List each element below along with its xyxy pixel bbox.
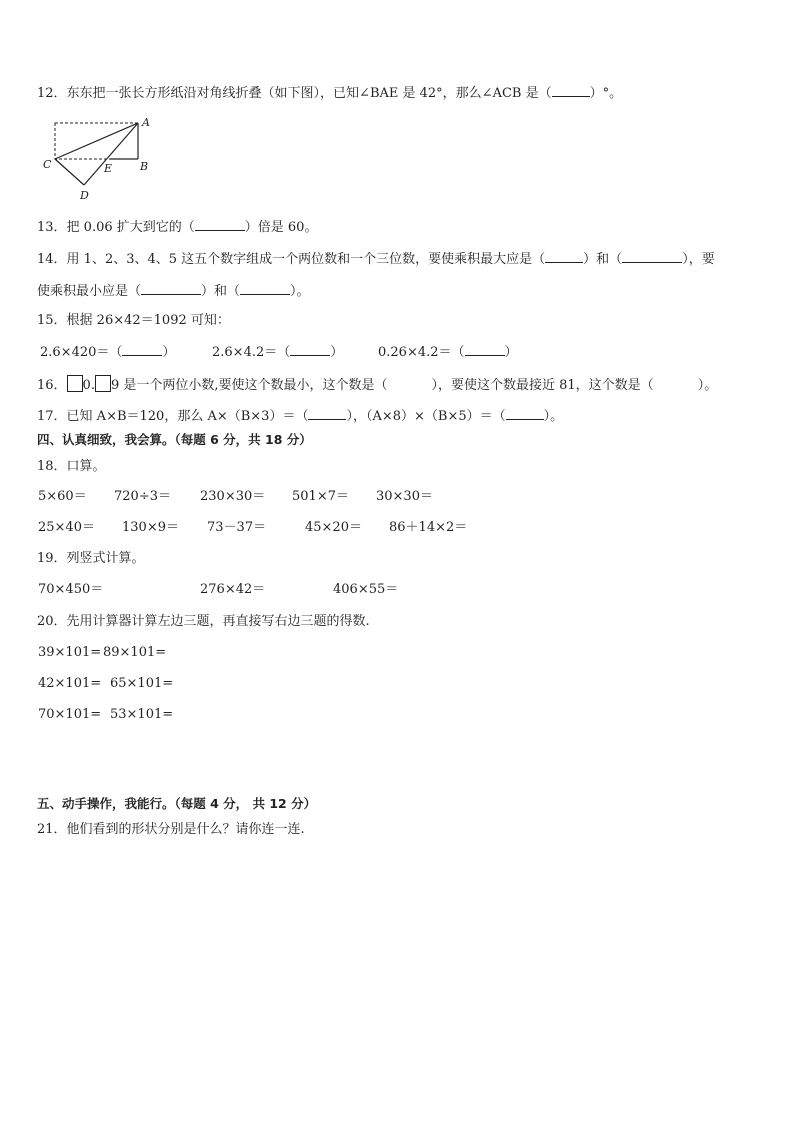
- q14-line2-text: 使乘积最小应是（: [37, 284, 142, 299]
- question-14: [37, 250, 715, 268]
- q14-text: 用 1、2、3、4、5 这五个数字组成一个两位数和一个三位数，要使乘积最大应是（: [66, 252, 546, 267]
- q17-number: 17．: [37, 409, 67, 424]
- q16-text-mid: ），要使这个数最接近 81，这个数是（: [431, 378, 654, 393]
- q18-r2-c2: 130×9＝: [122, 520, 179, 535]
- q16-number: 16．: [37, 378, 67, 393]
- label-a: A: [142, 116, 150, 129]
- q18-r1-c2: 720÷3＝: [114, 489, 171, 504]
- q17-answer-blank-2[interactable]: [506, 407, 544, 420]
- question-12: [37, 84, 622, 102]
- q20-r1-right: 89×101=: [103, 645, 167, 660]
- q18-r2-c5: 86＋14×2＝: [389, 520, 468, 535]
- q15-blank-3[interactable]: [465, 343, 505, 356]
- label-b: B: [140, 160, 149, 173]
- question-19: [37, 551, 145, 567]
- q15-blank-1[interactable]: [122, 343, 162, 356]
- q15-close-1: ）: [162, 345, 176, 360]
- q19-item-3: 406×55＝: [333, 582, 399, 597]
- question-16: [37, 375, 717, 394]
- q17-text: 已知 A×B＝120，那么 A×（B×3）＝（: [66, 409, 309, 424]
- q12-number: 12．: [37, 86, 67, 101]
- label-d: D: [80, 189, 89, 202]
- q13-text-end: ）倍是 60。: [244, 220, 318, 235]
- q14-answer-blank-2[interactable]: [622, 250, 682, 263]
- q14-answer-blank-4[interactable]: [240, 282, 290, 295]
- q16-digit-box-2[interactable]: [95, 375, 111, 392]
- q16-text: 9 是一个两位小数,要使这个数最小，这个数是（: [110, 378, 388, 393]
- diagonal-ca: [55, 123, 138, 159]
- q15-close-2: ）: [330, 345, 344, 360]
- q21-text: 他们看到的形状分别是什么？请你连一连.: [66, 822, 305, 837]
- q16-digit-box-1[interactable]: [67, 375, 83, 392]
- q18-r2-c3: 73－37＝: [207, 520, 267, 535]
- q15-blank-2[interactable]: [290, 343, 330, 356]
- q19-item-2: 276×42＝: [200, 582, 266, 597]
- q13-number: 13．: [37, 220, 67, 235]
- fold-da: [84, 123, 138, 185]
- q14-answer-blank-3[interactable]: [141, 282, 201, 295]
- q20-r2-right: 65×101=: [110, 676, 174, 691]
- q18-r1-c3: 230×30＝: [200, 489, 266, 504]
- q14-number: 14．: [37, 252, 67, 267]
- fold-cd: [55, 159, 84, 185]
- q15-item-1-text: 2.6×420＝（: [40, 345, 123, 360]
- q14-answer-blank-1[interactable]: [545, 250, 583, 263]
- q18-r1-c5: 30×30＝: [376, 489, 433, 504]
- q19-number: 19．: [37, 551, 67, 566]
- section-5-title: 五、动手操作，我能行。（每题 4 分， 共 12 分）: [37, 796, 317, 811]
- question-17: [37, 407, 563, 425]
- question-15: [37, 313, 230, 329]
- q19-item-1: 70×450＝: [38, 582, 104, 597]
- q17-text-end: ）。: [543, 409, 564, 424]
- q18-r2-c4: 45×20＝: [305, 520, 362, 535]
- q14-line2-mid: ）和（: [201, 284, 241, 299]
- q17-answer-blank-1[interactable]: [308, 407, 346, 420]
- q21-number: 21．: [37, 822, 67, 837]
- q14-text-mid: ）和（: [583, 252, 623, 267]
- q16-text-end: ）。: [697, 378, 718, 393]
- question-18: [37, 459, 106, 475]
- q20-r1-left: 39×101=: [38, 645, 102, 660]
- label-c: C: [43, 158, 52, 171]
- q17-text-mid: ），（A×8）×（B×5）＝（: [346, 409, 506, 424]
- q15-text: 根据 26×42＝1092 可知：: [66, 313, 230, 328]
- folded-rectangle-figure: [38, 112, 158, 204]
- label-e: E: [104, 162, 113, 175]
- q12-answer-blank[interactable]: [552, 84, 590, 97]
- q15-item-1: [40, 343, 175, 361]
- q15-item-2: [212, 343, 343, 361]
- q16-decimal: 0.: [82, 378, 95, 393]
- q20-r3-left: 70×101=: [38, 707, 102, 722]
- q18-r1-c1: 5×60＝: [38, 489, 87, 504]
- question-13: [37, 218, 317, 236]
- q15-item-3-text: 0.26×4.2＝（: [378, 345, 465, 360]
- q15-close-3: ）: [504, 345, 518, 360]
- q20-r3-right: 53×101=: [110, 707, 174, 722]
- q15-item-2-text: 2.6×4.2＝（: [212, 345, 291, 360]
- section-4-title: 四、认真细致，我会算。（每题 6 分，共 18 分）: [37, 432, 312, 447]
- q15-number: 15．: [37, 313, 67, 328]
- q12-text-end: ）°。: [589, 86, 623, 101]
- q18-r1-c4: 501×7＝: [292, 489, 349, 504]
- q18-r2-c1: 25×40＝: [38, 520, 95, 535]
- q20-text: 先用计算器计算左边三题，再直接写右边三题的得数.: [66, 614, 370, 629]
- q13-text: 把 0.06 扩大到它的（: [66, 220, 195, 235]
- q18-text: 口算。: [66, 459, 106, 474]
- q20-number: 20．: [37, 614, 67, 629]
- q20-r2-left: 42×101=: [38, 676, 102, 691]
- q18-number: 18．: [37, 459, 67, 474]
- q15-item-3: [378, 343, 518, 361]
- q13-answer-blank[interactable]: [195, 218, 245, 231]
- q14-line2-end: ）。: [290, 284, 310, 299]
- q12-text: 东东把一张长方形纸沿对角线折叠（如下图），已知∠BAE 是 42°，那么∠ACB 是（: [66, 86, 552, 101]
- question-14-line-2: [37, 282, 310, 300]
- q14-text-end: ），要: [682, 252, 715, 267]
- question-20: [37, 614, 370, 630]
- question-21: [37, 822, 305, 838]
- q19-text: 列竖式计算。: [66, 551, 145, 566]
